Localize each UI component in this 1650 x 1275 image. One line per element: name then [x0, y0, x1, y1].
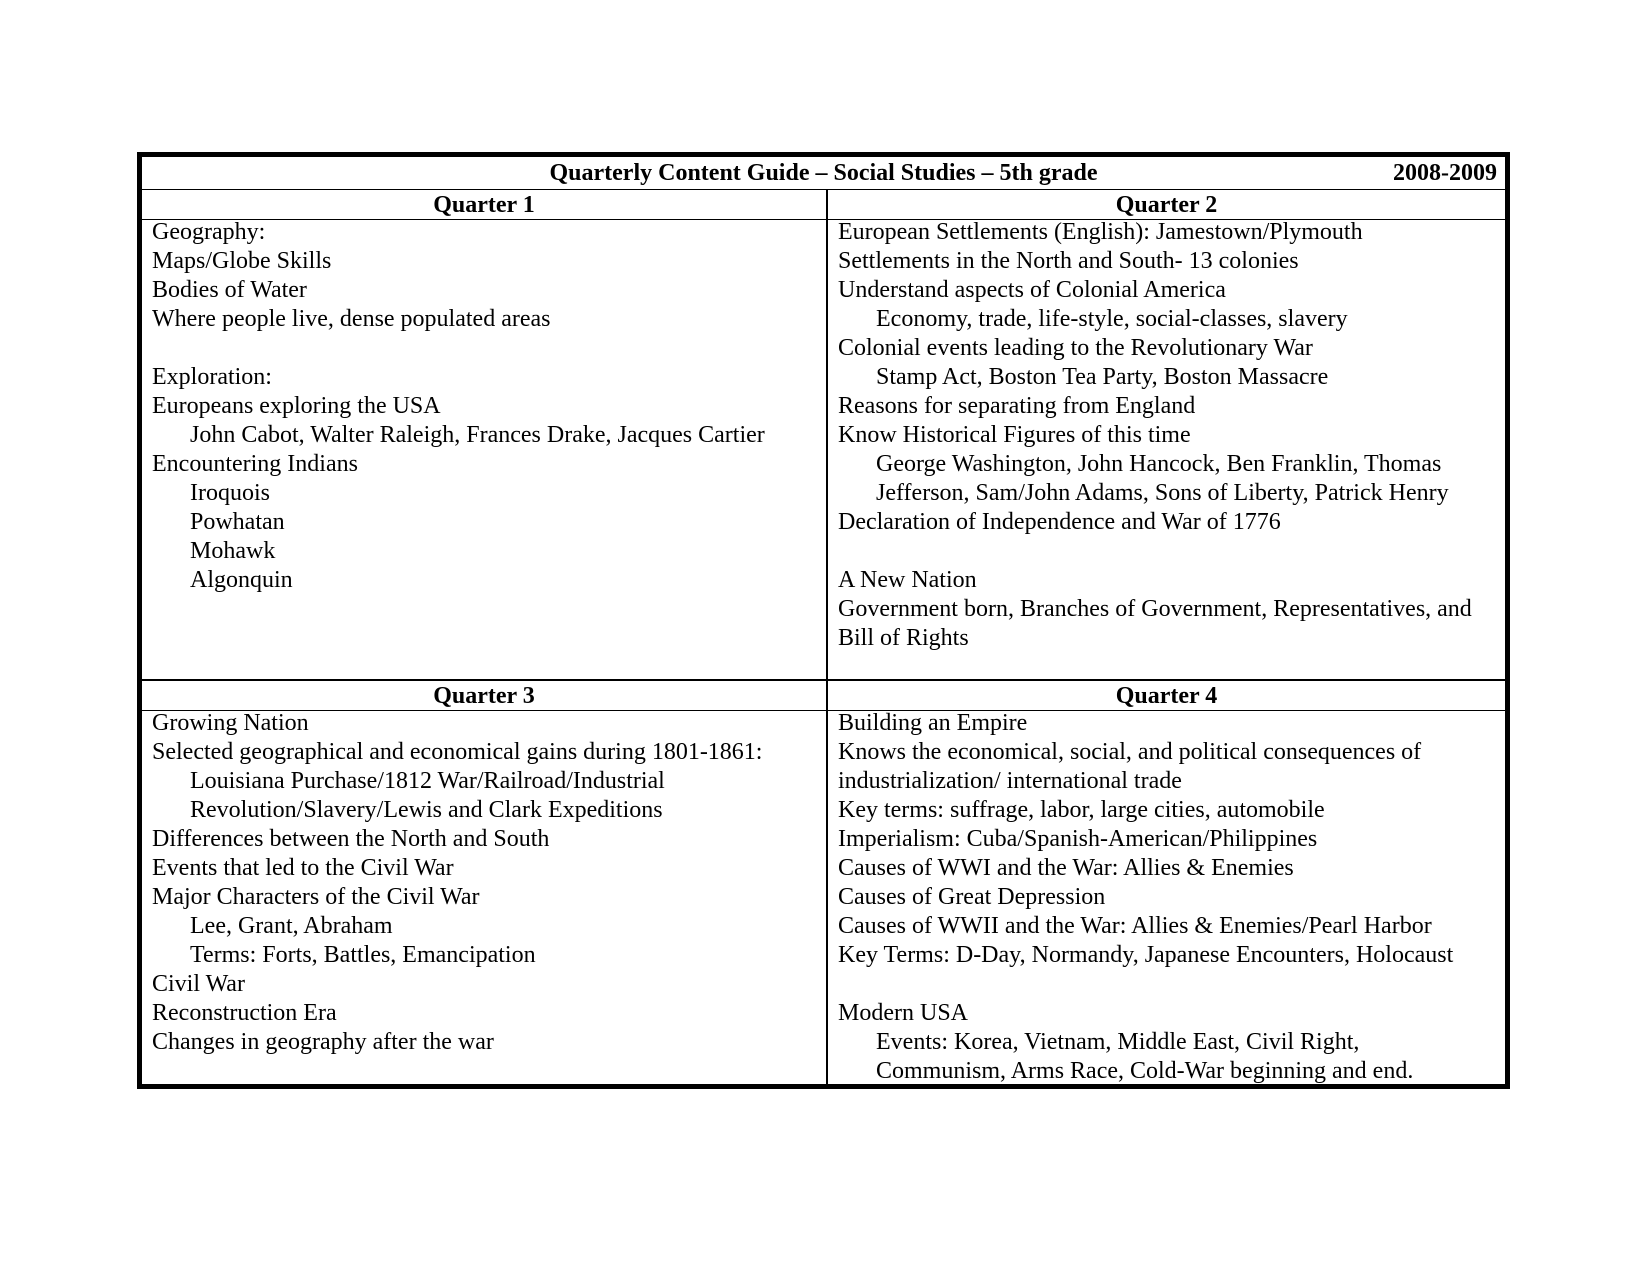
quarter-1-heading: Quarter 1 — [142, 190, 826, 220]
content-line: Imperialism: Cuba/Spanish-American/Philippines — [838, 826, 1318, 852]
content-line: Exploration: — [152, 364, 272, 390]
content-line: Lee, Grant, Abraham — [190, 913, 393, 939]
content-line: Reasons for separating from England — [838, 393, 1196, 419]
content-line: Colonial events leading to the Revolutionary War — [838, 335, 1313, 361]
content-line: Revolution/Slavery/Lewis and Clark Expeditions — [190, 797, 663, 823]
content-line: Differences between the North and South — [152, 826, 550, 852]
content-line: Iroquois — [190, 480, 270, 506]
title-bar — [142, 157, 1505, 190]
content-line: Selected geographical and economical gains during 1801-1861: — [152, 739, 763, 765]
content-line: Key Terms: D-Day, Normandy, Japanese Encounters, Holocaust — [838, 942, 1454, 968]
content-line: Events: Korea, Vietnam, Middle East, Civil Right, — [876, 1029, 1360, 1055]
content-line: Stamp Act, Boston Tea Party, Boston Massacre — [876, 364, 1329, 390]
content-line: Encountering Indians — [152, 451, 358, 477]
content-line: Causes of WWI and the War: Allies & Enemies — [838, 855, 1294, 881]
content-line: Bodies of Water — [152, 277, 307, 303]
content-line: Building an Empire — [838, 710, 1028, 736]
content-line: Jefferson, Sam/John Adams, Sons of Liberty, Patrick Henry — [876, 480, 1449, 506]
content-line: Government born, Branches of Government, Representatives, and — [838, 596, 1472, 622]
content-line: Where people live, dense populated areas — [152, 306, 551, 332]
content-line: Geography: — [152, 219, 266, 245]
blank-line — [152, 334, 816, 363]
content-line: Know Historical Figures of this time — [838, 422, 1191, 448]
blank-line — [838, 970, 1495, 999]
quarter-4-heading: Quarter 4 — [828, 681, 1505, 711]
quarter-4-content — [828, 709, 1505, 1086]
quarter-3-content — [142, 709, 826, 1057]
content-line: Mohawk — [190, 538, 276, 564]
content-line: Bill of Rights — [838, 625, 969, 651]
content-line: Europeans exploring the USA — [152, 393, 441, 419]
content-line: Terms: Forts, Battles, Emancipation — [190, 942, 536, 968]
content-line: Algonquin — [190, 567, 293, 593]
content-line: Causes of WWII and the War: Allies & Enemies/Pearl Harbor — [838, 913, 1432, 939]
content-line: John Cabot, Walter Raleigh, Frances Drake, Jacques Cartier — [190, 422, 765, 448]
content-line: Reconstruction Era — [152, 1000, 337, 1026]
document-title: Quarterly Content Guide – Social Studies – 5th grade — [549, 160, 1098, 186]
content-line: Knows the economical, social, and political consequences of — [838, 739, 1422, 765]
content-line: Communism, Arms Race, Cold-War beginning and end. — [876, 1058, 1414, 1084]
content-line: Causes of Great Depression — [838, 884, 1106, 910]
quarter-1-content — [142, 218, 826, 595]
content-line: European Settlements (English): Jamestown/Plymouth — [838, 219, 1363, 245]
quarter-2-heading: Quarter 2 — [828, 190, 1505, 220]
content-line: Economy, trade, life-style, social-classes, slavery — [876, 306, 1348, 332]
content-line: Growing Nation — [152, 710, 309, 736]
quarter-2-content — [828, 218, 1505, 653]
blank-line — [838, 537, 1495, 566]
content-line: Powhatan — [190, 509, 285, 535]
content-line: Key terms: suffrage, labor, large cities, automobile — [838, 797, 1325, 823]
content-line: Settlements in the North and South- 13 colonies — [838, 248, 1299, 274]
content-line: Understand aspects of Colonial America — [838, 277, 1226, 303]
content-line: Declaration of Independence and War of 1776 — [838, 509, 1281, 535]
content-line: Maps/Globe Skills — [152, 248, 332, 274]
content-guide-table — [137, 152, 1510, 1089]
quarter-3-heading: Quarter 3 — [142, 681, 826, 711]
content-line: Civil War — [152, 971, 245, 997]
content-line: Major Characters of the Civil War — [152, 884, 480, 910]
content-line: Modern USA — [838, 1000, 968, 1026]
content-line: George Washington, John Hancock, Ben Franklin, Thomas — [876, 451, 1442, 477]
school-year: 2008-2009 — [1393, 160, 1497, 186]
content-line: Changes in geography after the war — [152, 1029, 494, 1055]
content-line: industrialization/ international trade — [838, 768, 1182, 794]
content-line: Events that led to the Civil War — [152, 855, 454, 881]
content-line: Louisiana Purchase/1812 War/Railroad/Industrial — [190, 768, 665, 794]
content-line: A New Nation — [838, 567, 977, 593]
